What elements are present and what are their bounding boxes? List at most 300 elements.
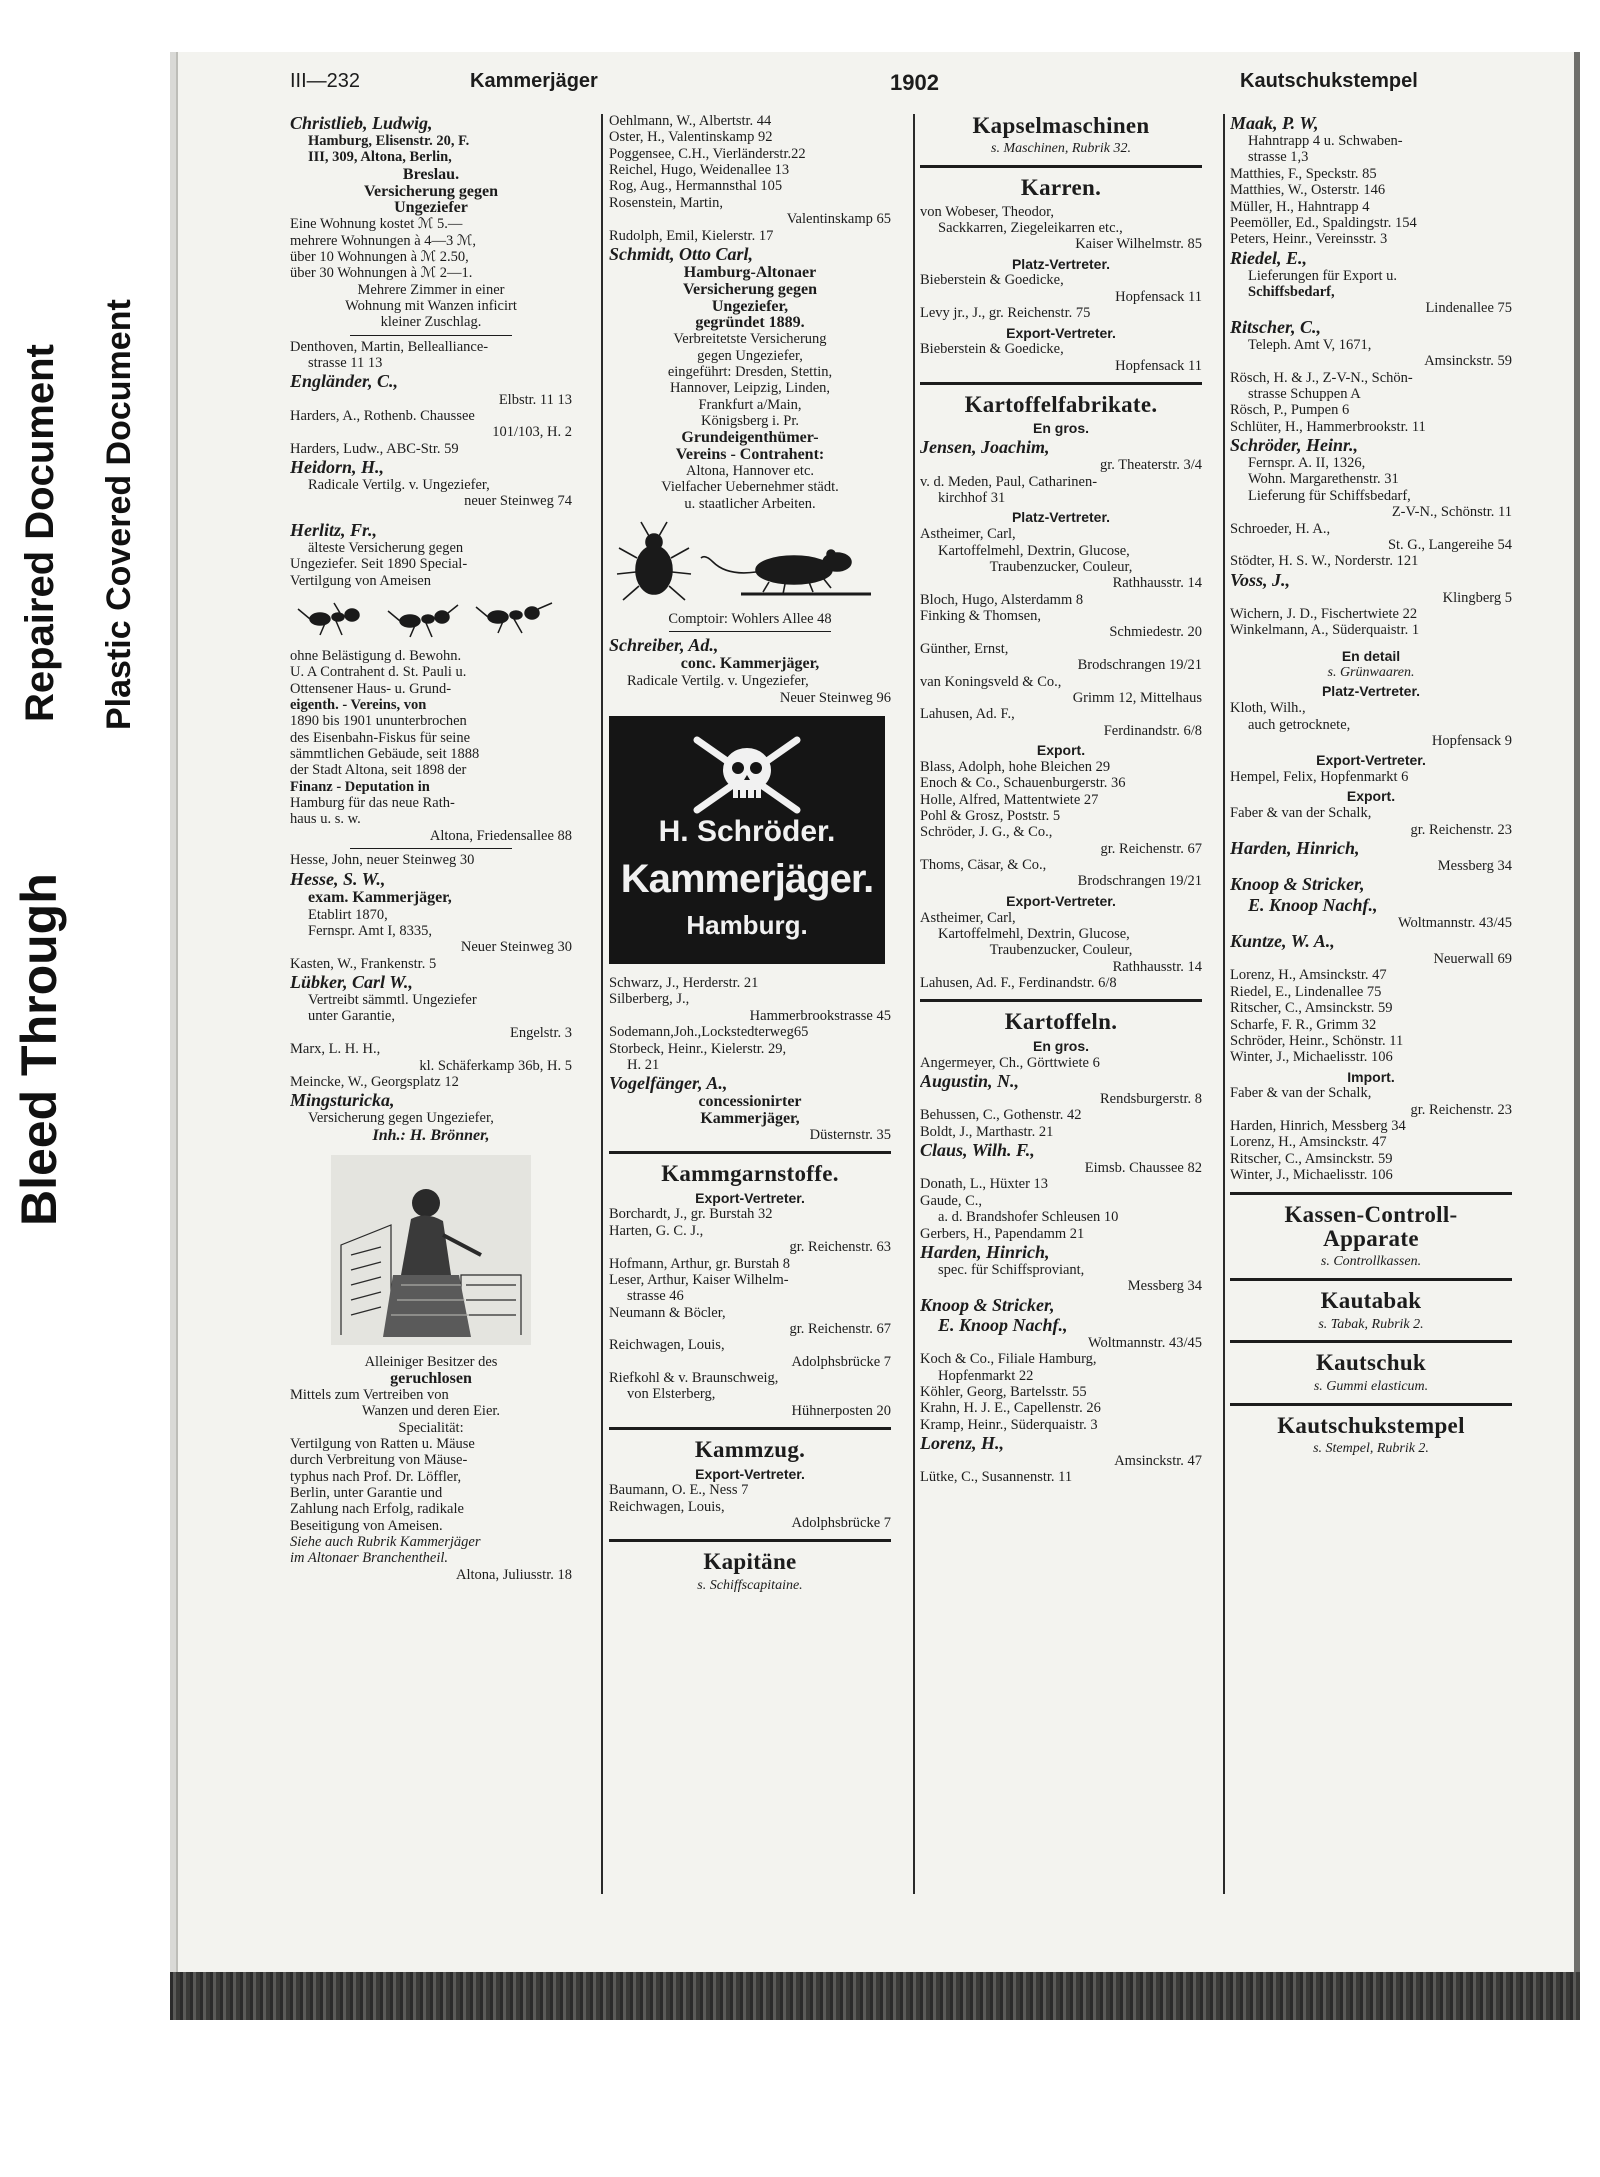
entry-line: Kartoffelmehl, Dextrin, Glucose, bbox=[938, 542, 1130, 559]
entry-line: Enoch & Co., Schauenburgerstr. 36 bbox=[920, 775, 1126, 792]
entry-line: Amsinckstr. 59 bbox=[1424, 353, 1512, 370]
entry-line: unter Garantie, bbox=[308, 1008, 395, 1025]
entry-line: Woltmannstr. 43/45 bbox=[1397, 914, 1512, 931]
ad-line: Versicherung gegen bbox=[682, 280, 818, 298]
entry-line: Harten, G. C. J., bbox=[609, 1222, 704, 1239]
entry-line: 1890 bis 1901 ununterbrochen bbox=[290, 713, 467, 730]
entry-line: Brodschrangen 19/21 bbox=[1077, 873, 1202, 890]
entry-line: Winter, J., Michaelisstr. 106 bbox=[1230, 1167, 1393, 1184]
section-heading: Kammzug. bbox=[694, 1437, 806, 1463]
entry-line: Lorenz, H., Amsinckstr. 47 bbox=[1230, 967, 1387, 984]
entry-line: Hopfensack 9 bbox=[1431, 732, 1512, 749]
entry-line: Etablirt 1870, bbox=[308, 906, 388, 923]
entry-line: Altona, Hannover etc. bbox=[685, 462, 815, 479]
scan-bottom-band bbox=[170, 1972, 1580, 2020]
entry-line: über 10 Wohnungen à ℳ 2.50, bbox=[290, 248, 469, 265]
entry-line: Schiffsbedarf, bbox=[1248, 284, 1335, 301]
entry-line: Mittels zum Vertreiben von bbox=[290, 1386, 449, 1403]
cross-reference: s. Controllkassen. bbox=[1320, 1254, 1422, 1270]
entry-line: Wohnung mit Wanzen inficirt bbox=[345, 297, 517, 314]
divider bbox=[350, 335, 512, 336]
entry-line: Riedel, E., Lindenallee 75 bbox=[1230, 983, 1382, 1000]
entry-name: Lorenz, H., bbox=[920, 1433, 1005, 1453]
subsection-heading: Export-Vertreter. bbox=[1006, 892, 1116, 909]
entry-line: Gaude, C., bbox=[920, 1192, 983, 1209]
entry-line: Z-V-N., Schönstr. 11 bbox=[1391, 504, 1512, 521]
entry-line: Traubenzucker, Couleur, bbox=[989, 559, 1133, 576]
cross-reference: s. Schiffscapitaine. bbox=[697, 1577, 803, 1593]
entry-line: Wichern, J. D., Fischertwiete 22 bbox=[1230, 606, 1418, 623]
entry-name: Voss, J., bbox=[1230, 569, 1291, 590]
entry-line: Adolphsbrücke 7 bbox=[791, 1515, 891, 1532]
entry-name: Herlitz, Fr., bbox=[290, 519, 378, 540]
entry-line: Lütke, C., Susannenstr. 11 bbox=[920, 1469, 1073, 1486]
entry-line: 101/103, H. 2 bbox=[492, 424, 572, 441]
entry-line: gr. Reichenstr. 67 bbox=[1100, 840, 1202, 857]
entry-line: U. A Contrahent d. St. Pauli u. bbox=[290, 664, 467, 681]
entry-line: Sodemann,Joh.,Lockstedterweg65 bbox=[609, 1024, 809, 1041]
column-3 bbox=[920, 114, 1202, 1954]
entry-line: Holle, Alfred, Mattentwiete 27 bbox=[920, 791, 1099, 808]
entry-line: Lindenallee 75 bbox=[1425, 300, 1512, 317]
entry-name: Schröder, Heinr., bbox=[1230, 434, 1359, 455]
subsection-heading: Export-Vertreter. bbox=[1006, 324, 1116, 341]
entry-line: eigenth. - Vereins, von bbox=[290, 696, 427, 713]
section-rule bbox=[609, 1539, 891, 1542]
entry-line: Traubenzucker, Couleur, bbox=[989, 942, 1133, 959]
entry-line: Ritscher, C., Amsinckstr. 59 bbox=[1230, 1150, 1393, 1167]
entry-line: Messberg 34 bbox=[1437, 858, 1512, 875]
entry-line: mehrere Wohnungen à 4—3 ℳ, bbox=[290, 232, 477, 249]
entry-line: Valentinskamp 65 bbox=[786, 211, 891, 228]
entry-line: des Eisenbahn-Fiskus für seine bbox=[290, 729, 471, 746]
entry-line: Harden, Hinrich, Messberg 34 bbox=[1230, 1118, 1406, 1135]
entry-line: Lieferungen für Export u. bbox=[1248, 267, 1397, 284]
entry-line: Bloch, Hugo, Alsterdamm 8 bbox=[920, 591, 1084, 608]
section-rule bbox=[920, 165, 1202, 168]
entry-line: Lorenz, H., Amsinckstr. 47 bbox=[1230, 1134, 1387, 1151]
entry-line: Fernspr. A. II, 1326, bbox=[1248, 455, 1366, 472]
entry-name: Maak, P. W, bbox=[1230, 114, 1319, 133]
entry-line: Köhler, Georg, Bartelsstr. 55 bbox=[920, 1383, 1087, 1400]
entry-line: Adolphsbrücke 7 bbox=[791, 1353, 891, 1370]
entry-name: Engländer, C., bbox=[290, 371, 399, 392]
entry-line: von Wobeser, Theodor, bbox=[920, 203, 1055, 220]
entry-line: Versicherung gegen Ungeziefer, bbox=[308, 1110, 494, 1127]
entry-line: Radicale Vertilg. v. Ungeziefer, bbox=[627, 673, 809, 690]
entry-line: Meincke, W., Georgsplatz 12 bbox=[290, 1073, 459, 1090]
entry-line: Winter, J., Michaelisstr. 106 bbox=[1230, 1049, 1393, 1066]
entry-line: Rog, Aug., Hermannsthal 105 bbox=[609, 178, 783, 195]
entry-name: Vogelfänger, A., bbox=[609, 1073, 728, 1094]
entry-line: gr. Reichenstr. 63 bbox=[789, 1239, 891, 1256]
subsection-heading: En gros. bbox=[1032, 1037, 1089, 1054]
entry-line: Comptoir: Wohlers Allee 48 bbox=[668, 610, 832, 627]
cross-reference: s. Grünwaaren. bbox=[1327, 664, 1415, 680]
entry-line: eingeführt: Dresden, Stettin, bbox=[667, 363, 833, 380]
entry-name: Ritscher, C., bbox=[1230, 316, 1322, 337]
entry-line: Amsinckstr. 47 bbox=[1114, 1453, 1202, 1470]
entry-name: Harden, Hinrich, bbox=[1230, 838, 1360, 859]
entry-line: Bieberstein & Goedicke, bbox=[920, 341, 1064, 358]
entry-line: Harders, Ludw., ABC-Str. 59 bbox=[290, 440, 459, 457]
section-rule bbox=[1230, 1340, 1512, 1343]
entry-line: Woltmannstr. 43/45 bbox=[1087, 1334, 1202, 1351]
subsection-heading: Export-Vertreter. bbox=[695, 1465, 805, 1482]
entry-line: Messberg 34 bbox=[1127, 1278, 1202, 1295]
section-heading: Apparate bbox=[1323, 1225, 1419, 1251]
entry-line: Alleiniger Besitzer des bbox=[364, 1353, 498, 1370]
entry-name: Knoop & Stricker, bbox=[1230, 874, 1365, 895]
ad-line: Versicherung gegen bbox=[363, 182, 499, 200]
entry-line: im Altonaer Branchentheil. bbox=[290, 1550, 448, 1567]
entry-line: Scharfe, F. R., Grimm 32 bbox=[1230, 1016, 1377, 1033]
column-rule bbox=[913, 114, 915, 1894]
entry-line: Eine Wohnung kostet ℳ 5.— bbox=[290, 216, 463, 233]
entry-line: Leser, Arthur, Kaiser Wilhelm- bbox=[609, 1271, 789, 1288]
entry-line: Finking & Thomsen, bbox=[920, 608, 1041, 625]
section-heading: Kammgarnstoffe. bbox=[661, 1161, 839, 1187]
entry-line: Hesse, John, neuer Steinweg 30 bbox=[290, 852, 475, 869]
entry-line: III, 309, Altona, Berlin, bbox=[308, 149, 452, 166]
entry-line: Günther, Ernst, bbox=[920, 640, 1009, 657]
entry-line: Schröder, Heinr., Schönstr. 11 bbox=[1230, 1032, 1404, 1049]
subsection-heading: En detail bbox=[1341, 647, 1401, 664]
entry-line: sämmtlichen Gebäude, seit 1888 bbox=[290, 746, 480, 763]
entry-line: Gerbers, H., Papendamm 21 bbox=[920, 1225, 1085, 1242]
section-rule bbox=[1230, 1278, 1512, 1281]
entry-line: Ottensener Haus- u. Grund- bbox=[290, 680, 452, 697]
entry-line: gr. Reichenstr. 23 bbox=[1410, 1101, 1512, 1118]
entry-line: Radicale Vertilg. v. Ungeziefer, bbox=[308, 477, 490, 494]
entry-line: Krahn, H. J. E., Capellenstr. 26 bbox=[920, 1400, 1101, 1417]
entry-line: Düsternstr. 35 bbox=[809, 1126, 891, 1143]
entry-line: Rathhausstr. 14 bbox=[1112, 575, 1202, 592]
plastic-covered-label: Plastic Covered Document bbox=[100, 299, 138, 730]
section-heading: Kautschukstempel bbox=[1277, 1412, 1465, 1438]
ants-illustration bbox=[290, 595, 570, 643]
entry-line: van Koningsveld & Co., bbox=[920, 673, 1062, 690]
subsection-heading: Export. bbox=[1346, 788, 1396, 805]
entry-line: Denthoven, Martin, Bellealliance- bbox=[290, 338, 489, 355]
ad-line: concessionirter bbox=[698, 1093, 802, 1111]
entry-line: Angermeyer, Ch., Görttwiete 6 bbox=[920, 1054, 1100, 1071]
directory-page bbox=[176, 52, 1574, 1972]
subsection-heading: Platz-Vertreter. bbox=[1321, 683, 1421, 700]
entry-line: Finanz - Deputation in bbox=[290, 778, 430, 795]
entry-line: spec. für Schiffsproviant, bbox=[938, 1261, 1085, 1278]
entry-line: gegen Ungeziefer, bbox=[697, 347, 803, 364]
entry-line: Teleph. Amt V, 1671, bbox=[1248, 336, 1372, 353]
running-head bbox=[290, 70, 1500, 100]
subsection-heading: En gros. bbox=[1032, 420, 1089, 437]
entry-line: Bieberstein & Goedicke, bbox=[920, 272, 1064, 289]
entry-name: Lübker, Carl W., bbox=[290, 972, 413, 993]
section-rule bbox=[1230, 1192, 1512, 1195]
entry-line: Sackkarren, Ziegeleikarren etc., bbox=[938, 219, 1123, 236]
head-year: 1902 bbox=[890, 70, 939, 95]
scanned-page bbox=[170, 52, 1580, 2020]
entry-line: über 30 Wohnungen à ℳ 2—1. bbox=[290, 265, 473, 282]
entry-line: Rösch, H. & J., Z-V-N., Schön- bbox=[1230, 369, 1413, 386]
entry-name: Schreiber, Ad., bbox=[609, 635, 719, 656]
ad-line: Ungeziefer bbox=[394, 199, 468, 217]
schroeder-advertisement bbox=[609, 716, 885, 964]
entry-line: Neuer Steinweg 96 bbox=[779, 689, 891, 706]
entry-line: Lahusen, Ad. F., Ferdinandstr. 6/8 bbox=[920, 974, 1117, 991]
entry-line: Thoms, Cäsar, & Co., bbox=[920, 856, 1047, 873]
entry-line: Vertilgung von Ameisen bbox=[290, 572, 431, 589]
section-heading: Kapselmaschinen bbox=[972, 114, 1150, 138]
section-rule bbox=[920, 382, 1202, 385]
entry-line: Hamburg für das neue Rath- bbox=[290, 795, 455, 812]
entry-line: Frankfurt a/Main, bbox=[698, 396, 802, 413]
entry-line: Hopfensack 11 bbox=[1115, 288, 1202, 305]
entry-line: strasse 46 bbox=[627, 1288, 684, 1305]
entry-line: Siehe auch Rubrik Kammerjäger bbox=[290, 1534, 481, 1551]
entry-line: Faber & van der Schalk, bbox=[1230, 805, 1372, 822]
entry-line: Silberberg, J., bbox=[609, 991, 690, 1008]
entry-line: Hammerbrookstrasse 45 bbox=[749, 1007, 891, 1024]
entry-line: u. staatlicher Arbeiten. bbox=[684, 495, 816, 512]
entry-line: Fernspr. Amt I, 8335, bbox=[308, 922, 433, 939]
ad-line: Grundeigenthümer- bbox=[681, 429, 819, 447]
entry-line: Elbstr. 11 13 bbox=[498, 391, 572, 408]
subsection-heading: Platz-Vertreter. bbox=[1011, 255, 1111, 272]
entry-name: Knoop & Stricker, bbox=[920, 1294, 1055, 1315]
entry-line: Schwarz, J., Herderstr. 21 bbox=[609, 975, 759, 992]
entry-line: typhus nach Prof. Dr. Löffler, bbox=[290, 1468, 462, 1485]
ad-line: Vereins - Contrahent: bbox=[675, 446, 825, 464]
entry-line: Kaiser Wilhelmstr. 85 bbox=[1075, 236, 1202, 253]
engraving-illustration bbox=[331, 1155, 531, 1345]
entry-name: E. Knoop Nachf., bbox=[938, 1314, 1068, 1335]
section-heading: Kartoffeln. bbox=[1004, 1009, 1118, 1035]
skull-crossbones-icon bbox=[687, 730, 807, 820]
entry-line: Lahusen, Ad. F., bbox=[920, 706, 1015, 723]
head-left-keyword: Kammerjäger bbox=[470, 70, 598, 92]
entry-line: Mehrere Zimmer in einer bbox=[357, 281, 505, 298]
entry-line: conc. Kammerjäger, bbox=[680, 655, 820, 673]
entry-line: haus u. s. w. bbox=[290, 811, 361, 828]
entry-line: St. G., Langereihe 54 bbox=[1387, 536, 1512, 553]
entry-line: Harders, A., Rothenb. Chaussee bbox=[290, 407, 475, 424]
section-rule bbox=[920, 999, 1202, 1002]
entry-line: Müller, H., Hahntrapp 4 bbox=[1230, 198, 1370, 215]
subsection-heading: Export. bbox=[1036, 741, 1086, 758]
entry-name: Kuntze, W. A., bbox=[1230, 930, 1335, 951]
entry-line: Reichwagen, Louis, bbox=[609, 1498, 725, 1515]
ad-company-name: H. Schröder. bbox=[658, 815, 836, 849]
repaired-document-label: Repaired Document bbox=[18, 344, 62, 722]
entry-line: Beseitigung von Ameisen. bbox=[290, 1517, 443, 1534]
entry-line: Borchardt, J., gr. Burstah 32 bbox=[609, 1206, 773, 1223]
entry-line: Koch & Co., Filiale Hamburg, bbox=[920, 1351, 1097, 1368]
ad-line: gegründet 1889. bbox=[695, 314, 805, 332]
entry-line: Zahlung nach Erfolg, radikale bbox=[290, 1501, 464, 1518]
entry-line: Kloth, Wilh., bbox=[1230, 700, 1306, 717]
entry-line: Neumann & Böcler, bbox=[609, 1304, 726, 1321]
head-right-keyword: Kautschukstempel bbox=[1240, 70, 1418, 92]
entry-line: Königsberg i. Pr. bbox=[700, 412, 800, 429]
cross-reference: s. Stempel, Rubrik 2. bbox=[1313, 1440, 1429, 1456]
cross-reference: s. Tabak, Rubrik 2. bbox=[1318, 1316, 1424, 1332]
ad-line: Hamburg-Altonaer bbox=[683, 263, 817, 281]
entry-line: Ritscher, C., Amsinckstr. 59 bbox=[1230, 1000, 1393, 1017]
entry-name: Claus, Wilh. F., bbox=[920, 1140, 1035, 1161]
entry-line: kl. Schäferkamp 36b, H. 5 bbox=[419, 1057, 572, 1074]
entry-line: strasse Schuppen A bbox=[1248, 385, 1361, 402]
entry-line: Rudolph, Emil, Kielerstr. 17 bbox=[609, 227, 774, 244]
entry-line: Eimsb. Chaussee 82 bbox=[1084, 1160, 1202, 1177]
entry-line: Schroeder, H. A., bbox=[1230, 520, 1331, 537]
ad-city: Hamburg. bbox=[686, 910, 808, 941]
entry-line: Wohn. Margarethenstr. 31 bbox=[1248, 471, 1399, 488]
entry-line: Faber & van der Schalk, bbox=[1230, 1085, 1372, 1102]
entry-name: Jensen, Joachim, bbox=[920, 437, 1050, 458]
entry-name: Heidorn, H., bbox=[290, 456, 385, 477]
entry-line: Vielfacher Uebernehmer städt. bbox=[661, 479, 839, 496]
subsection-heading: Import. bbox=[1347, 1068, 1395, 1085]
cross-reference: s. Gummi elasticum. bbox=[1313, 1378, 1429, 1394]
divider bbox=[669, 631, 831, 632]
entry-line: Altona, Juliusstr. 18 bbox=[455, 1566, 572, 1583]
entry-line: Peters, Heinr., Vereinsstr. 3 bbox=[1230, 231, 1388, 248]
entry-line: Baumann, O. E., Ness 7 bbox=[609, 1482, 749, 1499]
entry-line: Schmiedestr. 20 bbox=[1109, 624, 1202, 641]
entry-line: Hopfensack 11 bbox=[1115, 357, 1202, 374]
divider bbox=[350, 848, 512, 849]
entry-line: Matthies, W., Osterstr. 146 bbox=[1230, 182, 1386, 199]
entry-name: Schmidt, Otto Carl, bbox=[609, 243, 754, 264]
entry-line: Rösch, P., Pumpen 6 bbox=[1230, 402, 1350, 419]
entry-line: Hannover, Leipzig, Linden, bbox=[669, 380, 831, 397]
section-rule bbox=[609, 1151, 891, 1154]
entry-name: Riedel, E., bbox=[1230, 247, 1307, 268]
entry-line: Matthies, F., Speckstr. 85 bbox=[1230, 165, 1377, 182]
section-heading: Kautabak bbox=[1320, 1288, 1422, 1314]
entry-line: Rendsburgerstr. 8 bbox=[1099, 1090, 1202, 1107]
entry-line: Winkelmann, A., Süderquaistr. 1 bbox=[1230, 622, 1420, 639]
page-number: III—232 bbox=[290, 70, 361, 92]
entry-line: Kartoffelmehl, Dextrin, Glucose, bbox=[938, 925, 1130, 942]
entry-line: Poggensee, C.H., Vierländerstr.22 bbox=[609, 145, 806, 162]
entry-line: Astheimer, Carl, bbox=[920, 526, 1016, 543]
entry-line: kirchhof 31 bbox=[938, 490, 1006, 507]
entry-line: gr. Reichenstr. 23 bbox=[1410, 821, 1512, 838]
section-heading: Kartoffelfabrikate. bbox=[964, 392, 1158, 418]
entry-line: von Elsterberg, bbox=[627, 1386, 716, 1403]
entry-line: Brodschrangen 19/21 bbox=[1077, 657, 1202, 674]
entry-line: a. d. Brandshofer Schleusen 10 bbox=[938, 1209, 1119, 1226]
entry-line: Hempel, Felix, Hopfenmarkt 6 bbox=[1230, 769, 1409, 786]
entry-line: Wanzen und deren Eier. bbox=[361, 1403, 501, 1420]
section-heading: Kassen-Controll- bbox=[1284, 1201, 1458, 1227]
column-2 bbox=[609, 114, 891, 1954]
entry-line: Schlüter, H., Hammerbrookstr. 11 bbox=[1230, 418, 1426, 435]
entry-line: neuer Steinweg 74 bbox=[464, 493, 572, 510]
entry-line: Vertilgung von Ratten u. Mäuse bbox=[290, 1435, 475, 1452]
entry-line: Inh.: H. Brönner, bbox=[372, 1126, 490, 1144]
entry-line: Neuer Steinweg 30 bbox=[460, 939, 572, 956]
entry-line: gr. Theaterstr. 3/4 bbox=[1099, 457, 1202, 474]
entry-name: Hesse, S. W., bbox=[290, 868, 386, 889]
entry-name: Mingsturicka, bbox=[290, 1090, 395, 1111]
entry-line: strasse 11 13 bbox=[308, 355, 383, 372]
entry-line: Rosenstein, Martin, bbox=[609, 194, 723, 211]
entry-line: Klingberg 5 bbox=[1442, 589, 1512, 606]
section-rule bbox=[609, 1427, 891, 1430]
entry-line: der Stadt Altona, seit 1898 der bbox=[290, 762, 467, 779]
entry-line: Marx, L. H. H., bbox=[290, 1041, 381, 1058]
entry-line: Lieferung für Schiffsbedarf, bbox=[1248, 487, 1411, 504]
entry-name: Christlieb, Ludwig, bbox=[290, 114, 433, 133]
entry-line: Stödter, H. S. W., Norderstr. 121 bbox=[1230, 553, 1419, 570]
column-rule bbox=[1223, 114, 1225, 1894]
entry-line: Levy jr., J., gr. Reichenstr. 75 bbox=[920, 305, 1091, 322]
entry-name: Augustin, N., bbox=[920, 1070, 1020, 1091]
entry-line: Neuerwall 69 bbox=[1433, 951, 1512, 968]
beetle-and-rat-illustration bbox=[609, 518, 889, 606]
entry-line: Hamburg, Elisenstr. 20, F. bbox=[308, 133, 470, 150]
entry-line: kleiner Zuschlag. bbox=[380, 314, 482, 331]
ad-line: Ungeziefer, bbox=[711, 297, 789, 315]
entry-line: Kasten, W., Frankenstr. 5 bbox=[290, 955, 437, 972]
section-heading: Kapitäne bbox=[703, 1549, 797, 1575]
entry-line: ohne Belästigung d. Bewohn. bbox=[290, 647, 462, 664]
entry-line: Oster, H., Valentinskamp 92 bbox=[609, 129, 773, 146]
subsection-heading: Export-Vertreter. bbox=[695, 1189, 805, 1206]
entry-line: Donath, L., Hüxter 13 bbox=[920, 1176, 1049, 1193]
subsection-heading: Platz-Vertreter. bbox=[1011, 509, 1111, 526]
entry-line: exam. Kammerjäger, bbox=[308, 888, 452, 906]
subsection-heading: Export-Vertreter. bbox=[1316, 752, 1426, 769]
entry-line: Engelstr. 3 bbox=[509, 1024, 572, 1041]
entry-line: Rathhausstr. 14 bbox=[1112, 958, 1202, 975]
column-rule bbox=[601, 114, 603, 1894]
entry-name: E. Knoop Nachf., bbox=[1248, 894, 1378, 915]
entry-line: Boldt, J., Marthastr. 21 bbox=[920, 1123, 1054, 1140]
entry-line: Reichel, Hugo, Weidenallee 13 bbox=[609, 162, 790, 179]
ad-line: Kammerjäger, bbox=[700, 1110, 800, 1128]
cross-reference: s. Maschinen, Rubrik 32. bbox=[991, 141, 1131, 157]
side-labels bbox=[0, 0, 170, 1226]
entry-line: Vertreibt sämmtl. Ungeziefer bbox=[308, 992, 477, 1009]
column-4 bbox=[1230, 114, 1512, 1954]
entry-line: v. d. Meden, Paul, Catharinen- bbox=[920, 473, 1098, 490]
entry-line: älteste Versicherung gegen bbox=[308, 539, 464, 556]
entry-line: Riefkohl & v. Braunschweig, bbox=[609, 1370, 779, 1387]
ad-title: Kammerjäger. bbox=[620, 857, 874, 902]
entry-line: H. 21 bbox=[627, 1056, 660, 1073]
entry-line: Ungeziefer. Seit 1890 Special- bbox=[290, 556, 468, 573]
entry-line: Oehlmann, W., Albertstr. 44 bbox=[609, 114, 772, 129]
section-rule bbox=[1230, 1403, 1512, 1406]
column-1 bbox=[290, 114, 572, 1954]
entry-line: Reichwagen, Louis, bbox=[609, 1337, 725, 1354]
entry-line: Hühnerposten 20 bbox=[791, 1402, 891, 1419]
ad-line: Breslau. bbox=[402, 165, 460, 183]
entry-line: Astheimer, Carl, bbox=[920, 909, 1016, 926]
section-heading: Kautschuk bbox=[1315, 1350, 1427, 1376]
entry-line: Hofmann, Arthur, gr. Burstah 8 bbox=[609, 1255, 791, 1272]
entry-line: Hopfenmarkt 22 bbox=[938, 1367, 1034, 1384]
entry-line: Behussen, C., Gothenstr. 42 bbox=[920, 1107, 1082, 1124]
entry-line: Altona, Friedensallee 88 bbox=[429, 827, 572, 844]
entry-line: strasse 1,3 bbox=[1248, 149, 1309, 166]
entry-line: Pohl & Grosz, Poststr. 5 bbox=[920, 807, 1061, 824]
entry-line: Berlin, unter Garantie und bbox=[290, 1484, 443, 1501]
